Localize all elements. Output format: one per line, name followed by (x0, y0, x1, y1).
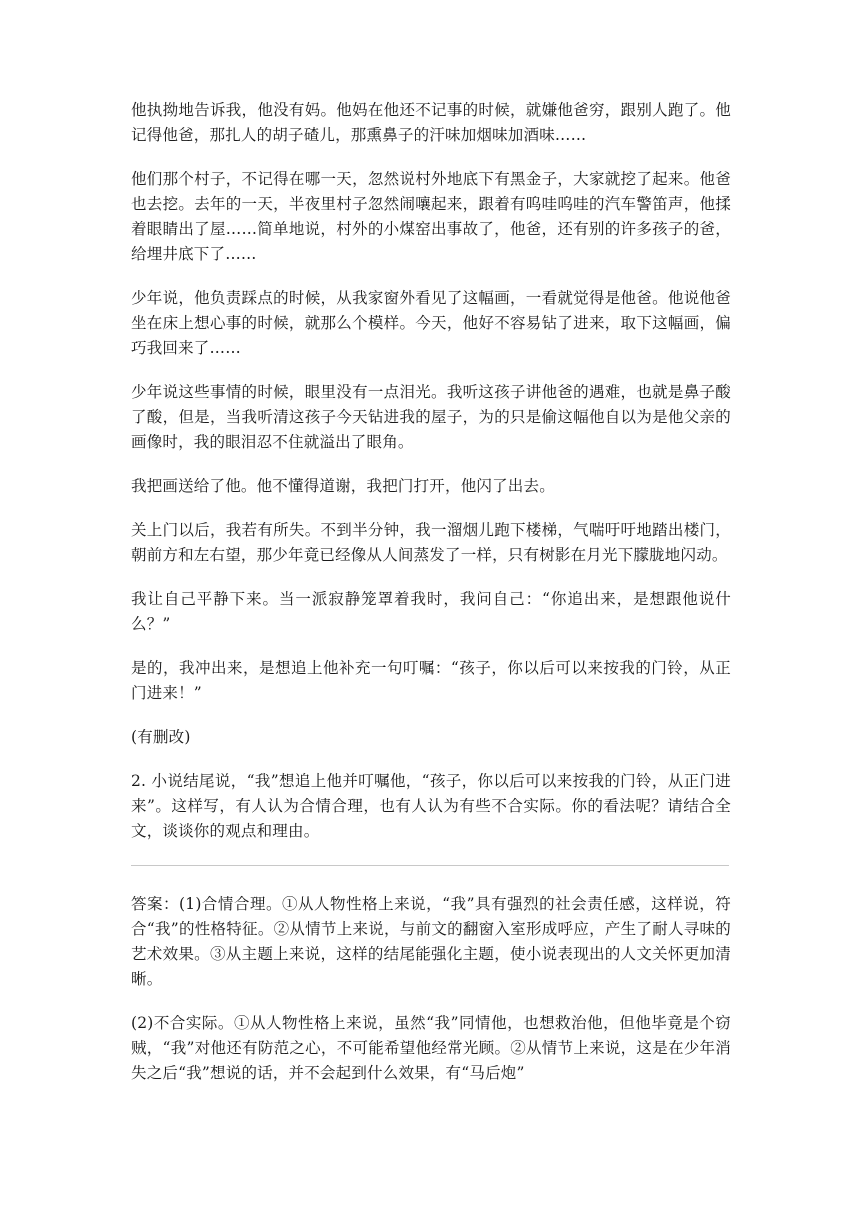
passage-paragraph: 我把画送给了他。他不懂得道谢，我把门打开，他闪了出去。 (131, 477, 555, 495)
passage-paragraph: 少年说，他负责踩点的时候，从我家窗外看见了这幅画，一看就觉得是他爸。他说他爸坐在床上想心事的时候，就那么个模样。今天，他好不容易钻了进来，取下这幅画，偏巧我回来了…… (131, 289, 731, 357)
passage-paragraph: 我让自己平静下来。当一派寂静笼罩着我时，我问自己：“你追出来，是想跟他说什么？” (131, 590, 731, 633)
passage-paragraph: 他执拗地告诉我，他没有妈。他妈在他还不记事的时候，就嫌他爸穷，跟别人跑了。他记得他爸，那扎人的胡子碴儿，那熏鼻子的汗味加烟味加酒味…… (131, 101, 731, 144)
section-divider (131, 865, 729, 866)
passage-paragraph: 是的，我冲出来，是想追上他补充一句叮嘱：“孩子，你以后可以来按我的门铃，从正门进来！” (131, 659, 731, 702)
answer-paragraph: (2)不合实际。①从人物性格上来说，虽然“我”同情他，也想救治他，但他毕竟是个窃贼，“我”对他还有防范之心，不可能希望他经常光顾。②从情节上来说，这是在少年消失之后“我”想说的话，并不会起到什么效果，有“马后炮” (131, 1014, 731, 1082)
passage-paragraph: 少年说这些事情的时候，眼里没有一点泪光。我听这孩子讲他爸的遇难，也就是鼻子酸了酸，但是，当我听清这孩子今天钻进我的屋子，为的只是偷这幅他自以为是他父亲的画像时，我的眼泪忍不住就溢出了眼角。 (131, 383, 731, 451)
passage-paragraph: 他们那个村子，不记得在哪一天，忽然说村外地底下有黑金子，大家就挖了起来。他爸也去挖。去年的一天，半夜里村子忽然闹嚷起来，跟着有呜哇呜哇的汽车警笛声，他揉着眼睛出了屋……简单地说，村外的小煤窑出事故了，他爸，还有别的许多孩子的爸，给埋井底下了…… (131, 170, 731, 263)
passage-paragraph: 关上门以后，我若有所失。不到半分钟，我一溜烟儿跑下楼梯，气喘吁吁地踏出楼门，朝前方和左右望，那少年竟已经像从人间蒸发了一样，只有树影在月光下朦胧地闪动。 (131, 521, 731, 564)
answer-paragraph: 答案：(1)合情合理。①从人物性格上来说，“我”具有强烈的社会责任感，这样说，符合“我”的性格特征。②从情节上来说，与前文的翻窗入室形成呼应，产生了耐人寻味的艺术效果。③从主题上来说，这样的结尾能强化主题，使小说表现出的人文关怀更加清晰。 (131, 895, 731, 988)
document-page (131, 98, 731, 1105)
question-text: 2. 小说结尾说，“我”想追上他并叮嘱他，“孩子，你以后可以来按我的门铃，从正门进来”。这样写，有人认为合情合理，也有人认为有些不合实际。你的看法呢？请结合全文，谈谈你的观点和理由。 (131, 772, 731, 840)
answer-section (131, 892, 731, 1086)
story-passage (131, 98, 731, 706)
source-note: (有删改) (131, 728, 191, 746)
